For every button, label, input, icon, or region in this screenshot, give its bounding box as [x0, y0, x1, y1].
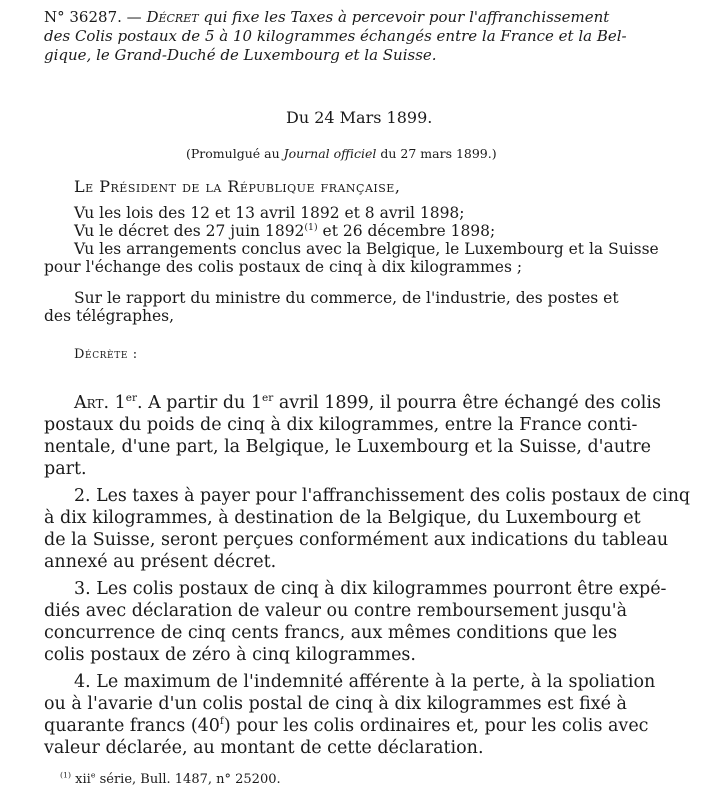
footnote-series-sup: e	[90, 770, 96, 780]
article-1-label-sup: er	[125, 392, 137, 405]
article-3-line-1: 3. Les colis postaux de cinq à dix kilogrammes pourront être expé-	[74, 579, 667, 599]
article-1-text: avril 1899, il pourra être échangé des colis	[273, 393, 661, 413]
article-3-line-2: diés avec déclaration de valeur ou contre remboursement jusqu'à	[44, 601, 628, 621]
title-text-1: qui fixe les Taxes à percevoir pour l'affranchissement	[198, 8, 610, 26]
visa-line-2	[74, 222, 495, 240]
article-4-amount-sup: f	[219, 715, 224, 728]
promulgation-post: du 27 mars 1899.)	[376, 146, 497, 161]
article-2-line-2: à dix kilogrammes, à destination de la Belgique, du Luxembourg et	[44, 508, 641, 528]
article-4-amount-post: ) pour les colis ordinaires et, pour les colis avec	[223, 716, 649, 736]
visa-line-3: Vu les arrangements conclus avec la Belgique, le Luxembourg et la Suisse	[74, 240, 659, 258]
decree-word: Décret	[146, 8, 199, 26]
decree-title-line-2: des Colis postaux de 5 à 10 kilogrammes échangés entre la France et la Bel-	[44, 27, 627, 45]
visa-line-4: pour l'échange des colis postaux de cinq à dix kilogrammes ;	[44, 258, 523, 276]
article-3-line-4: colis postaux de zéro à cinq kilogrammes.	[44, 645, 416, 665]
article-2-line-1: 2. Les taxes à payer pour l'affranchissement des colis postaux de cinq	[74, 486, 691, 506]
promulgation-note	[186, 146, 497, 161]
article-1-line-2: postaux du poids de cinq à dix kilogrammes, entre la France conti-	[44, 415, 638, 435]
footnote-text: série, Bull. 1487, n° 25200.	[95, 772, 281, 787]
article-1-line-1	[74, 392, 661, 414]
footnote-series: xii	[71, 772, 91, 787]
article-4-line-3	[44, 715, 648, 737]
article-4-amount-pre: quarante francs (40	[44, 716, 220, 736]
visa-decree-text-rest: et 26 décembre 1898;	[317, 222, 496, 240]
footnote-mark: (1)	[60, 770, 72, 780]
promulgation-pre: (Promulgué au	[186, 146, 284, 161]
decree-title-line-1	[44, 8, 609, 26]
article-2-line-3: de la Suisse, seront perçues conformément aux indications du tableau	[44, 530, 669, 550]
article-1-lead: . A partir du 1	[136, 393, 263, 413]
article-4-line-2: ou à l'avarie d'un colis postal de cinq à dix kilogrammes est fixé à	[44, 694, 627, 714]
article-1-label: Art. 1	[74, 393, 126, 413]
journal-name: Journal officiel	[283, 146, 377, 161]
decree-title-line-3: gique, le Grand-Duché de Luxembourg et la Suisse.	[44, 46, 437, 64]
footnote	[60, 772, 281, 787]
decree-date: Du 24 Mars 1899.	[286, 108, 433, 127]
visa-footnote-mark: (1)	[304, 221, 318, 233]
rapport-line-1: Sur le rapport du ministre du commerce, de l'industrie, des postes et	[74, 289, 619, 307]
title-dash: —	[121, 8, 147, 26]
article-1-lead-sup: er	[262, 392, 274, 405]
decrete-heading: Décrète :	[74, 347, 138, 362]
article-2-line-4: annexé au présent décret.	[44, 552, 277, 572]
visa-decree-text: Vu le décret des 27 juin 1892	[74, 222, 305, 240]
article-1-line-3: nentale, d'une part, la Belgique, le Luxembourg et la Suisse, d'autre	[44, 437, 651, 457]
article-3-line-3: concurrence de cinq cents francs, aux mêmes conditions que les	[44, 623, 618, 643]
article-4-line-4: valeur déclarée, au montant de cette déclaration.	[44, 738, 484, 758]
visa-line-1: Vu les lois des 12 et 13 avril 1892 et 8 avril 1898;	[74, 204, 465, 222]
decree-number: N° 36287.	[44, 8, 122, 26]
president-heading: Le Président de la République française,	[74, 177, 401, 196]
article-4-line-1: 4. Le maximum de l'indemnité afférente à la perte, à la spoliation	[74, 672, 656, 692]
article-1-line-4: part.	[44, 459, 87, 479]
rapport-line-2: des télégraphes,	[44, 307, 175, 325]
